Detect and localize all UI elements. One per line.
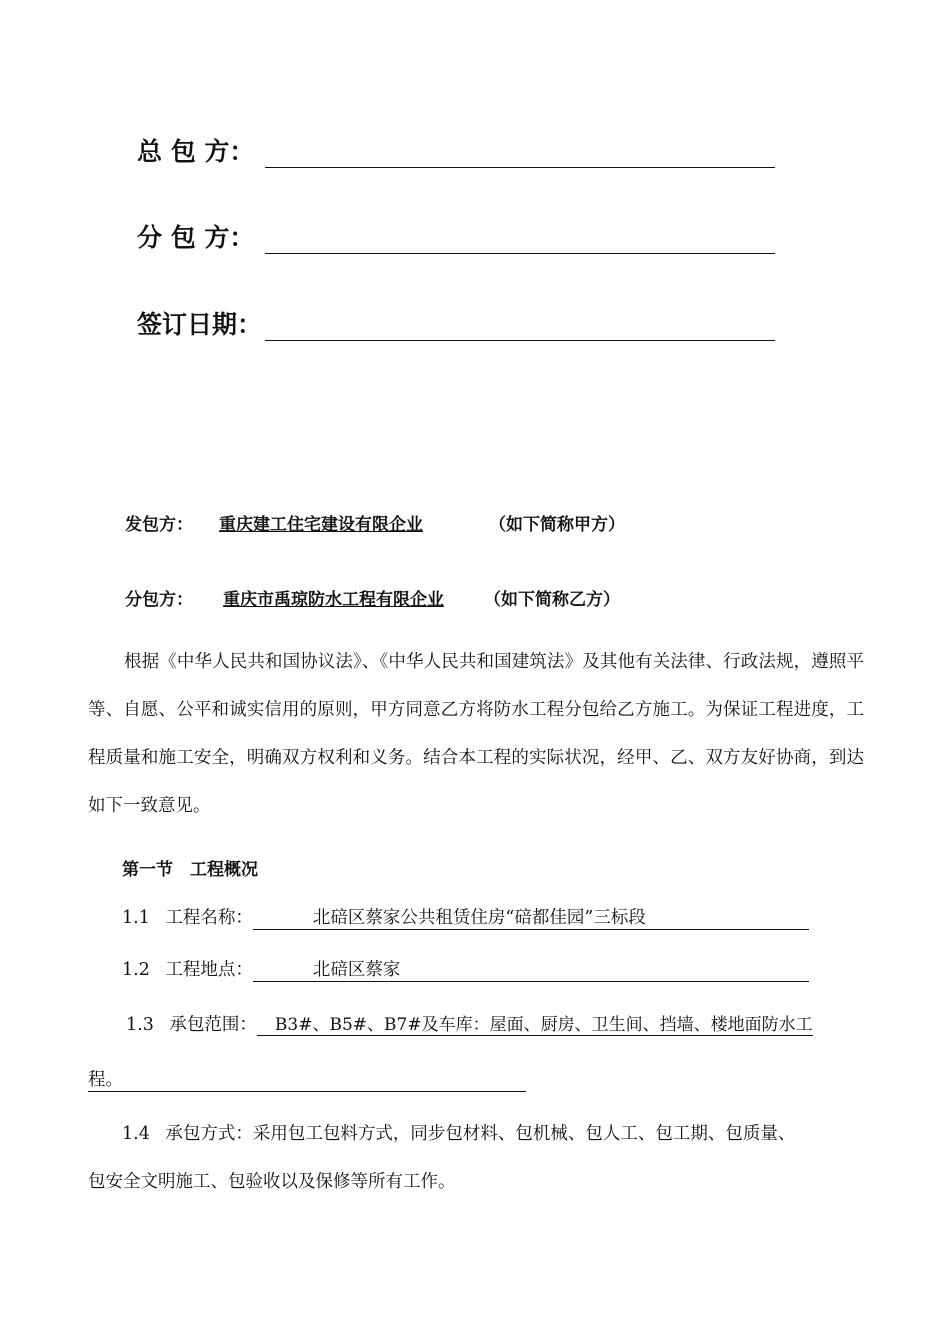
- item-1-4-cont: [88, 1168, 456, 1193]
- contractor-label: 分包方：: [125, 590, 193, 610]
- employer-name: 重庆建工住宅建设有限企业: [219, 515, 423, 535]
- sign-date-label: 签订日期：: [137, 310, 263, 339]
- item-1-3: [126, 1010, 813, 1036]
- general-contractor-label: 总 包 方：: [137, 137, 255, 166]
- sign-date-blank: [265, 340, 775, 341]
- item-1-4-text-cont: 包安全文明施工、包验收以及保修等所有工作。: [88, 1172, 456, 1192]
- item-1-3-label: 承包范围：: [169, 1015, 257, 1035]
- item-1-2-label: 工程地点：: [165, 960, 253, 980]
- item-1-4-text: 采用包工包料方式，同步包材料、包机械、包人工、包工期、包质量、: [252, 1124, 796, 1144]
- employer-label: 发包方：: [125, 515, 193, 535]
- item-1-2-num: 1.2: [122, 960, 150, 980]
- subcontractor-blank: [265, 253, 775, 254]
- item-1-1: [122, 904, 809, 930]
- general-contractor-blank: [265, 167, 775, 168]
- item-1-1-value: 北碚区蔡家公共租赁住房“碚都佳园”三标段: [253, 904, 809, 930]
- item-1-2: [122, 956, 809, 982]
- subcontractor-label: 分 包 方：: [137, 223, 255, 252]
- item-1-4-num: 1.4: [122, 1124, 150, 1144]
- contractor-name: 重庆市禹琼防水工程有限企业: [223, 590, 444, 610]
- intro-paragraph: 根据《中华人民共和国协议法》、《中华人民共和国建筑法》及其他有关法律、行政法规，遵照平等、自愿、公平和诚实信用的原则，甲方同意乙方将防水工程分包给乙方施工。为保证工程进度，工程质量和施工安全，明确双方权利和义务。结合本工程的实际状况，经甲、乙、双方友好协商，到达如下一致意见。: [88, 652, 864, 816]
- contractor-line: [125, 585, 620, 610]
- employer-line: [125, 510, 625, 535]
- item-1-3-value: B3#、B5#、B7#及车库：屋面、厨房、卫生间、挡墙、楼地面防水工: [257, 1010, 813, 1036]
- employer-note: （如下简称甲方）: [489, 515, 625, 535]
- item-1-4-label: 承包方式：: [165, 1124, 253, 1144]
- item-1-4: [122, 1120, 795, 1145]
- section-1-title: 第一节 工程概况: [122, 860, 258, 880]
- contractor-note: （如下简称乙方）: [484, 590, 620, 610]
- item-1-1-num: 1.1: [122, 908, 150, 928]
- item-1-3-value-cont: 程。: [88, 1066, 526, 1092]
- item-1-1-label: 工程名称：: [165, 908, 253, 928]
- item-1-3-cont: [88, 1066, 526, 1092]
- item-1-3-num: 1.3: [126, 1015, 154, 1035]
- item-1-2-value: 北碚区蔡家: [253, 956, 809, 982]
